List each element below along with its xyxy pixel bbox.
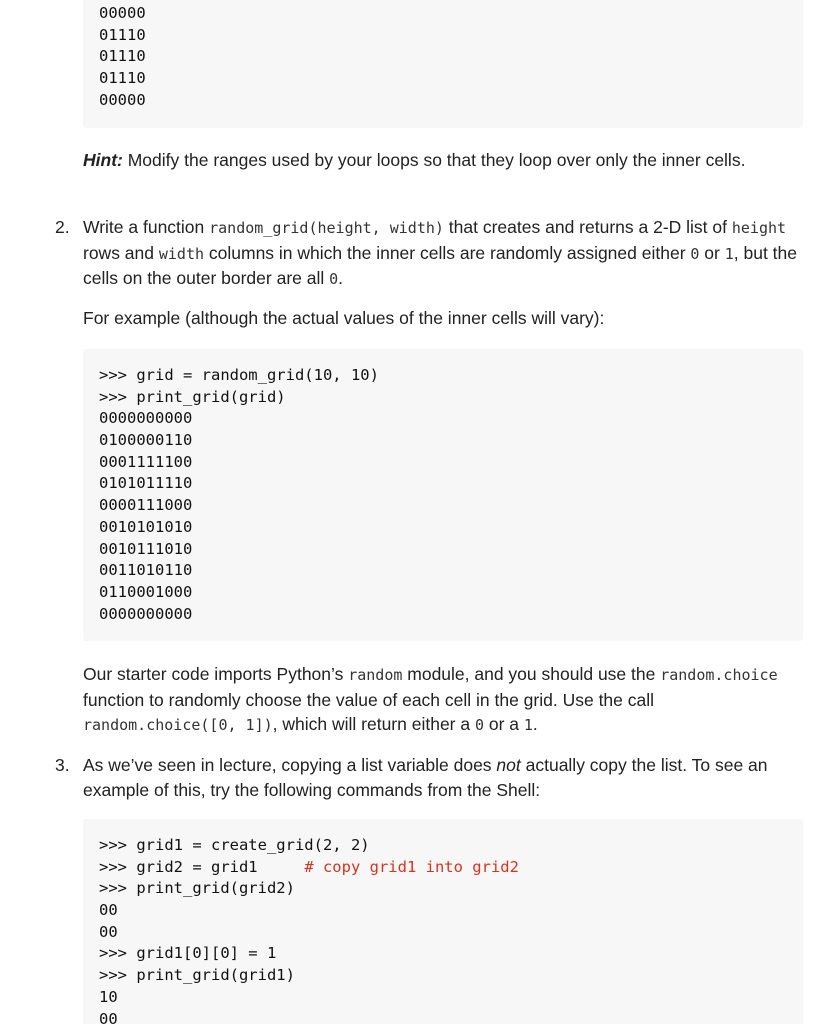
code-line: >>> grid1[0][0] = 1 xyxy=(99,944,277,963)
code-line: >>> print_grid(grid) xyxy=(99,387,286,406)
item2-random-explanation: Our starter code imports Python’s random module, and you should use the random.choice function to randomly choose the value of each cell in the grid. Use the call random.choice([0, 1]), which will return either a 0 or a 1. xyxy=(83,664,778,734)
code-line: 0100000110 xyxy=(99,431,193,450)
code-line: 00 xyxy=(99,922,118,941)
code-line: 10 xyxy=(99,987,118,1006)
hint-text: Modify the ranges used by your loops so that they loop over only the inner cells. xyxy=(122,150,746,170)
code-line: 0101011110 xyxy=(99,474,193,493)
hint-label: Hint: xyxy=(83,150,123,170)
code-block-random-grid xyxy=(83,349,803,641)
function-signature: random_grid(height, width) xyxy=(209,219,444,237)
code-line: 0010101010 xyxy=(99,517,193,536)
code-line: >>> grid1 = create_grid(2, 2) xyxy=(99,836,370,854)
code-line: >>> print_grid(grid2) xyxy=(99,879,295,898)
code-line: 01110 xyxy=(99,47,146,66)
code-line: 0000000000 xyxy=(99,409,193,428)
code-line: >>> grid = random_grid(10, 10) xyxy=(99,366,379,384)
code-line: 00 xyxy=(99,1009,118,1024)
hint-paragraph xyxy=(83,148,803,173)
code-line: >>> print_grid(grid1) xyxy=(99,966,295,985)
code-line: 00000 xyxy=(99,4,146,22)
code-line: >>> grid2 = grid1 # copy grid1 into grid2 xyxy=(99,857,519,876)
code-line: 00 xyxy=(99,901,118,920)
code-line: 0110001000 xyxy=(99,582,193,601)
code-block-border-grid xyxy=(83,0,803,128)
list-number-3: 3. xyxy=(55,755,70,775)
list-number-2: 2. xyxy=(55,217,70,237)
code-block-copy-example xyxy=(83,819,803,1024)
code-line: 0000000000 xyxy=(99,604,193,623)
code-comment: # copy grid1 into grid2 xyxy=(304,857,519,876)
code-line: 0011010110 xyxy=(99,561,193,580)
code-line: 01110 xyxy=(99,25,146,44)
item3-description: As we’ve seen in lecture, copying a list variable does not actually copy the list. To see an example of this, try the following commands from the Shell: xyxy=(83,755,768,800)
code-line: 0001111100 xyxy=(99,452,193,471)
code-line: 0010111010 xyxy=(99,539,193,558)
item2-example-intro: For example (although the actual values of the inner cells will vary): xyxy=(83,308,605,328)
code-line: 0000111000 xyxy=(99,496,193,515)
code-line: 00000 xyxy=(99,90,146,109)
code-line: 01110 xyxy=(99,69,146,88)
item2-description: Write a function random_grid(height, width) that creates and returns a 2-D list of height rows and width columns in which the inner cells are randomly assigned either 0 or 1, but the cells on the outer border are all 0. xyxy=(83,217,797,288)
